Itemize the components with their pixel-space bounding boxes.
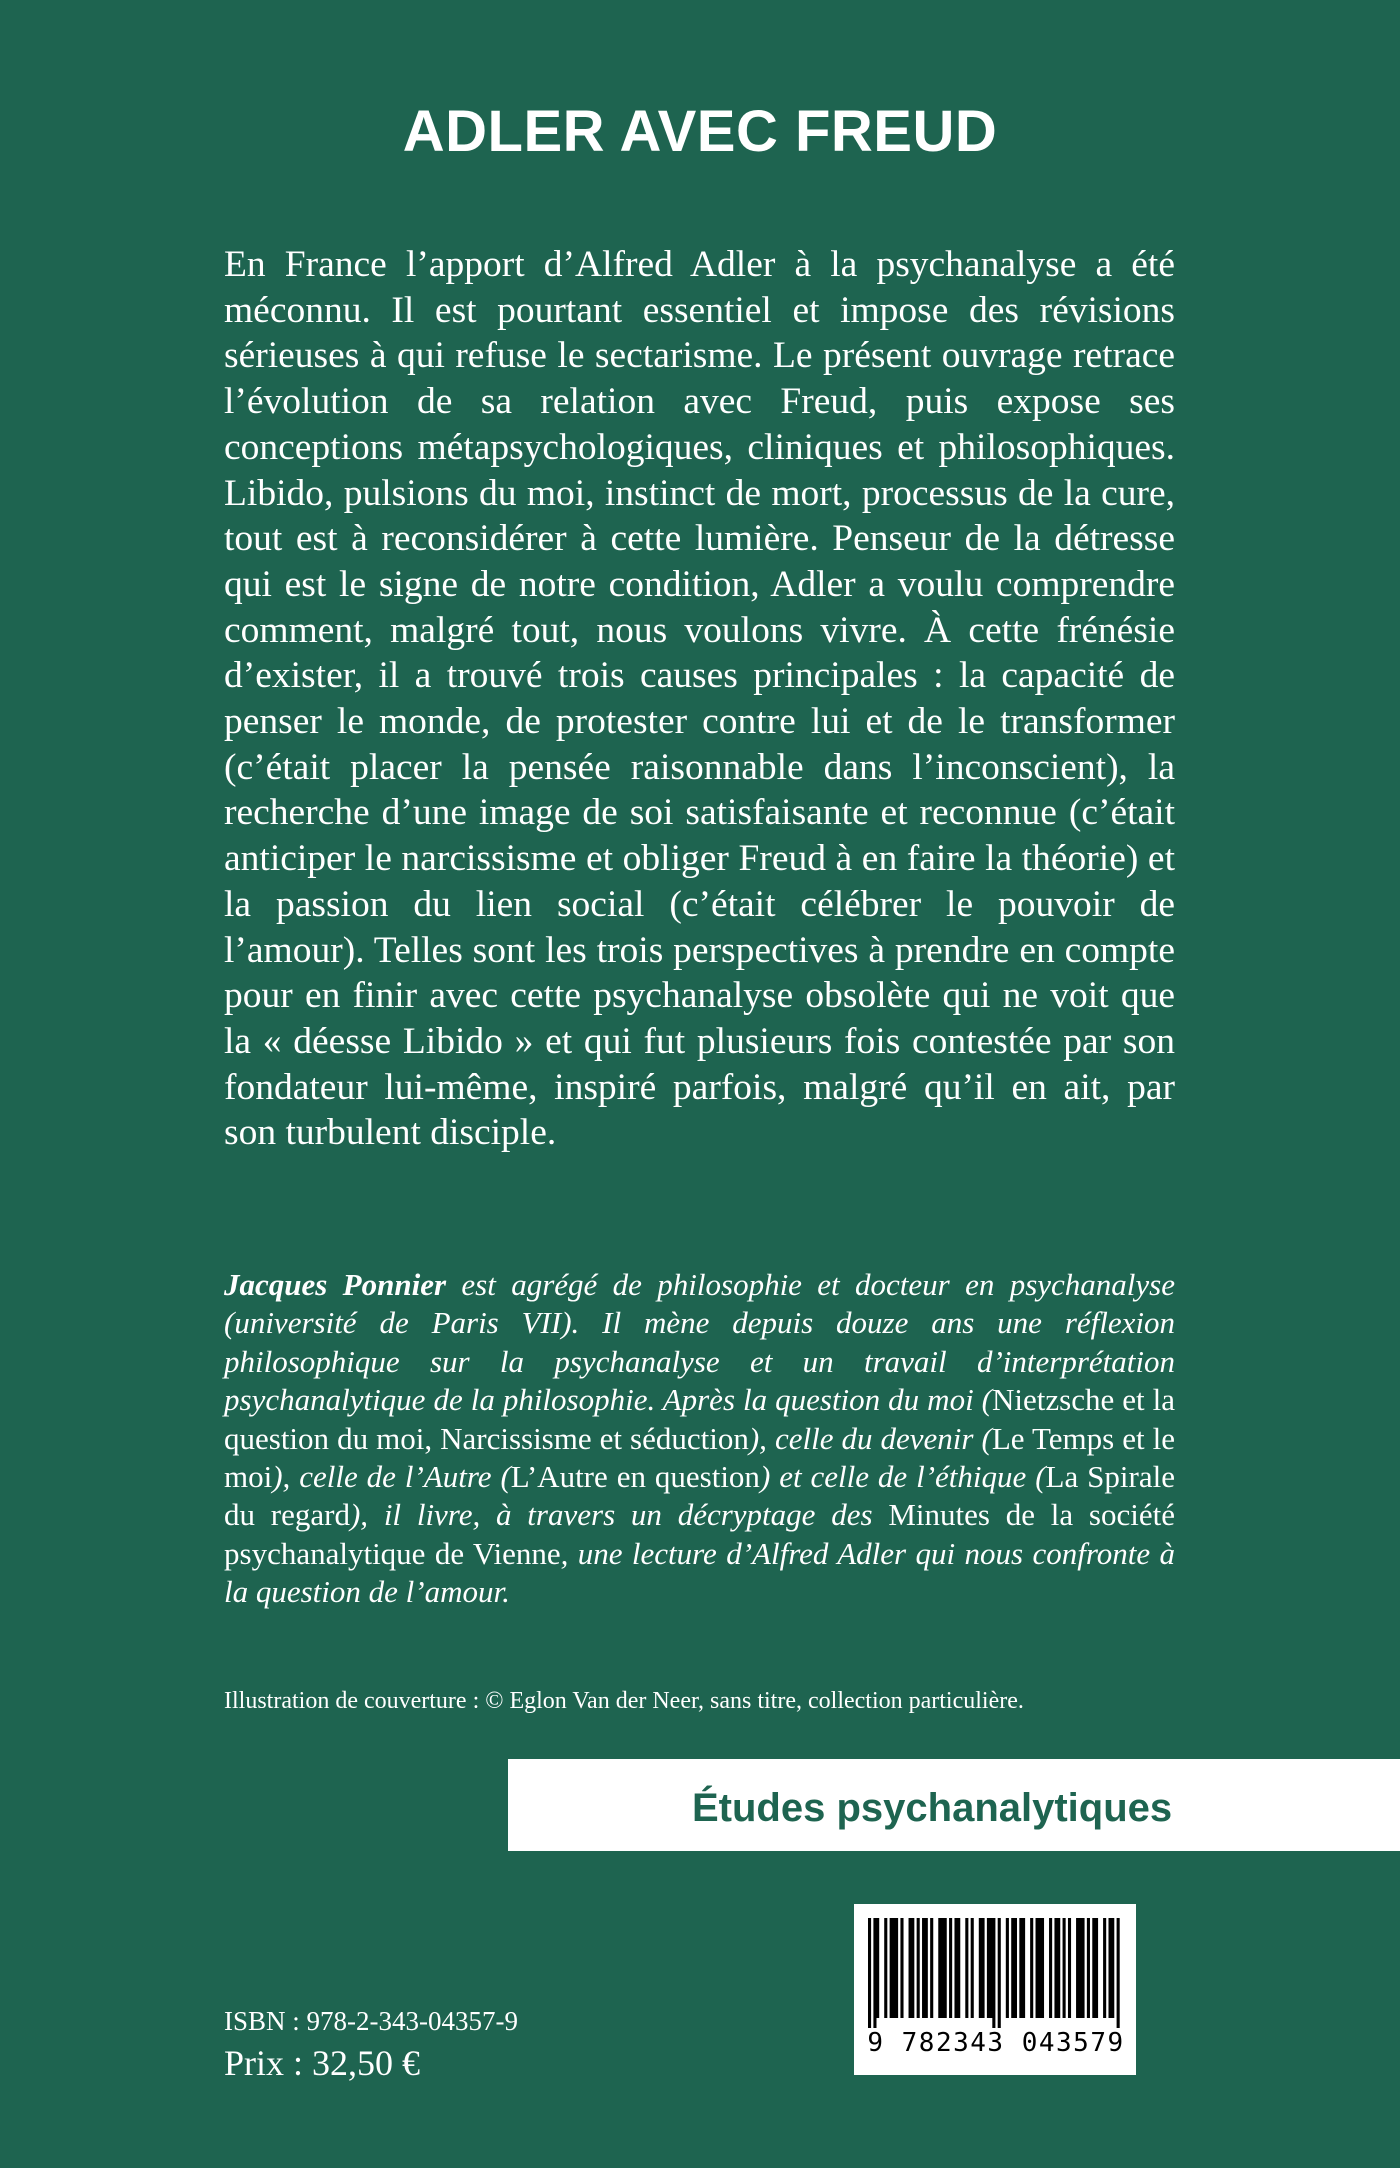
- barcode-bar: [990, 1918, 993, 2018]
- barcode-bar: [1036, 1918, 1039, 2018]
- barcode-bar: [895, 1918, 898, 2018]
- book-title: ADLER AVEC FREUD: [402, 99, 998, 164]
- blurb-paragraph: En France l’apport d’Alfred Adler à la psychanalyse a été méconnu. Il est pourtant essentiel et impose des révisions sérieuses à qui refuse le sectarisme. Le présent ouvrage retrace l’évolution de sa relation avec Freud, puis expose ses conceptions métapsychologiques, cliniques et philosophiques. Libido, pulsions du moi, instinct de mort, processus de la cure, tout est à reconsidérer à cette lumière. Penseur de la détresse qui est le signe de notre condition, Adler a voulu comprendre comment, malgré tout, nous voulons vivre. À cette frénésie d’exister, il a trouvé trois causes principales : la capacité de penser le monde, de protester contre lui et de le transformer (c’était placer la pensée raisonnable dans l’inconscient), la recherche d’une image de soi satisfaisante et reconnue (c’était anticiper le narcissisme et obliger Freud à en faire la théorie) et la passion du lien social (c’était célébrer le pouvoir de l’amour). Telles sont les trois perspectives à prendre en compte pour en finir avec cette psychanalyse obsolète qui ne voit que la « déesse Libido » et qui fut plusieurs fois contestée par son fondateur lui-même, inspiré parfois, malgré qu’il en ait, par son turbulent disciple.: [224, 244, 1175, 1154]
- bio-text-4: ) et celle de l’éthique (: [759, 1459, 1046, 1495]
- barcode-bar: [1014, 1918, 1017, 2018]
- bio-work-3: L’Autre en question: [510, 1459, 760, 1495]
- barcode-bar: [884, 1918, 887, 2018]
- barcode-bar: [987, 1918, 990, 2018]
- barcode-bar: [1111, 1918, 1114, 2018]
- barcode-bar: [900, 1918, 903, 2018]
- barcode-bar: [944, 1918, 947, 2018]
- barcode-bar: [873, 1918, 876, 2028]
- barcode-bar: [1076, 1918, 1079, 2018]
- barcode-bar: [979, 1918, 982, 2018]
- barcode-bar: [992, 1918, 995, 2028]
- barcode-bar: [1095, 1918, 1098, 2018]
- bio-text-3: ), celle de l’Autre (: [272, 1459, 511, 1495]
- barcode-bar: [930, 1918, 933, 2018]
- barcode-bar: [971, 1918, 974, 2018]
- barcode-bar: [917, 1918, 920, 2018]
- barcode-bar: [911, 1918, 914, 2018]
- barcode-bar: [1022, 1918, 1025, 2018]
- barcode-bar: [1081, 1918, 1084, 2018]
- barcode-bar: [998, 1918, 1001, 2028]
- barcode-bar: [1041, 1918, 1044, 2018]
- barcode-bar: [949, 1918, 952, 2018]
- barcode-bar: [965, 1918, 968, 2018]
- barcode-bar: [1049, 1918, 1052, 2018]
- barcode-bar: [1019, 1918, 1022, 2018]
- barcode-bar: [1006, 1918, 1009, 2018]
- barcode-bar: [1038, 1918, 1041, 2018]
- bio-text-6: , une lecture d’Alfred Adler qui nous confronte à la question de l’amour.: [224, 1535, 1175, 1610]
- barcode-bar: [1063, 1918, 1066, 2018]
- barcode-bar: [957, 1918, 960, 2018]
- barcode-digits: 9 782343 043579: [867, 2028, 1125, 2058]
- barcode-bar: [954, 1918, 957, 2018]
- barcode-bar: [1087, 1918, 1090, 2018]
- bio-work-2: Le Temps et le moi: [224, 1420, 1175, 1495]
- series-name: Études psychanalytiques: [692, 1786, 1173, 1830]
- barcode-bar: [925, 1918, 928, 2018]
- author-bio: [224, 1266, 1175, 1612]
- bio-work-4: La Spirale du regard: [224, 1459, 1175, 1533]
- barcode-bar: [890, 1918, 893, 2018]
- price: Prix : 32,50 €: [224, 2043, 421, 2083]
- barcode-bar: [1079, 1918, 1082, 2018]
- bio-text-2: ), celle du devenir (: [748, 1420, 992, 1456]
- bio-text-5: ), il livre, à travers un décryptage des: [349, 1497, 889, 1533]
- isbn: ISBN : 978-2-343-04357-9: [224, 2006, 518, 2036]
- bio-work-5: Minutes de la société psychanalytique de Vienne: [224, 1497, 1175, 1571]
- illustration-credit: Illustration de couverture : © Eglon Van der Neer, sans titre, collection particulière.: [224, 1688, 1024, 1714]
- barcode-bars: [868, 1918, 1122, 2028]
- barcode-bar: [1057, 1918, 1060, 2018]
- author-name: Jacques Ponnier: [224, 1267, 447, 1302]
- barcode-bar: [876, 1918, 879, 2018]
- barcode-bar: [938, 1918, 941, 2018]
- barcode-bar: [1054, 1918, 1057, 2018]
- barcode-bar: [1030, 1918, 1033, 2018]
- barcode-bar: [909, 1918, 912, 2018]
- bio-text-1: est agrégé de philosophie et docteur en psychanalyse (université de Paris VII). Il mène depuis douze ans une réflexion philosophique sur la psychanalyse et un travail d’interprétation psychanalytique de la philosophie. Après la question du moi (: [224, 1267, 1175, 1418]
- barcode-bar: [1068, 1918, 1071, 2018]
- barcode-bar: [1117, 1918, 1120, 2028]
- barcode: [854, 1904, 1136, 2075]
- barcode-bar: [1011, 1918, 1014, 2018]
- barcode-bar: [868, 1918, 871, 2028]
- barcode-bar: [892, 1918, 895, 2018]
- barcode-bar: [941, 1918, 944, 2018]
- barcode-bar: [1108, 1918, 1111, 2018]
- barcode-bar: [1092, 1918, 1095, 2018]
- barcode-bar: [1103, 1918, 1106, 2018]
- barcode-bar: [922, 1918, 925, 2018]
- barcode-bar: [981, 1918, 984, 2018]
- bio-work-1: Nietzsche et la question du moi, Narcissisme et séduction: [224, 1382, 1175, 1456]
